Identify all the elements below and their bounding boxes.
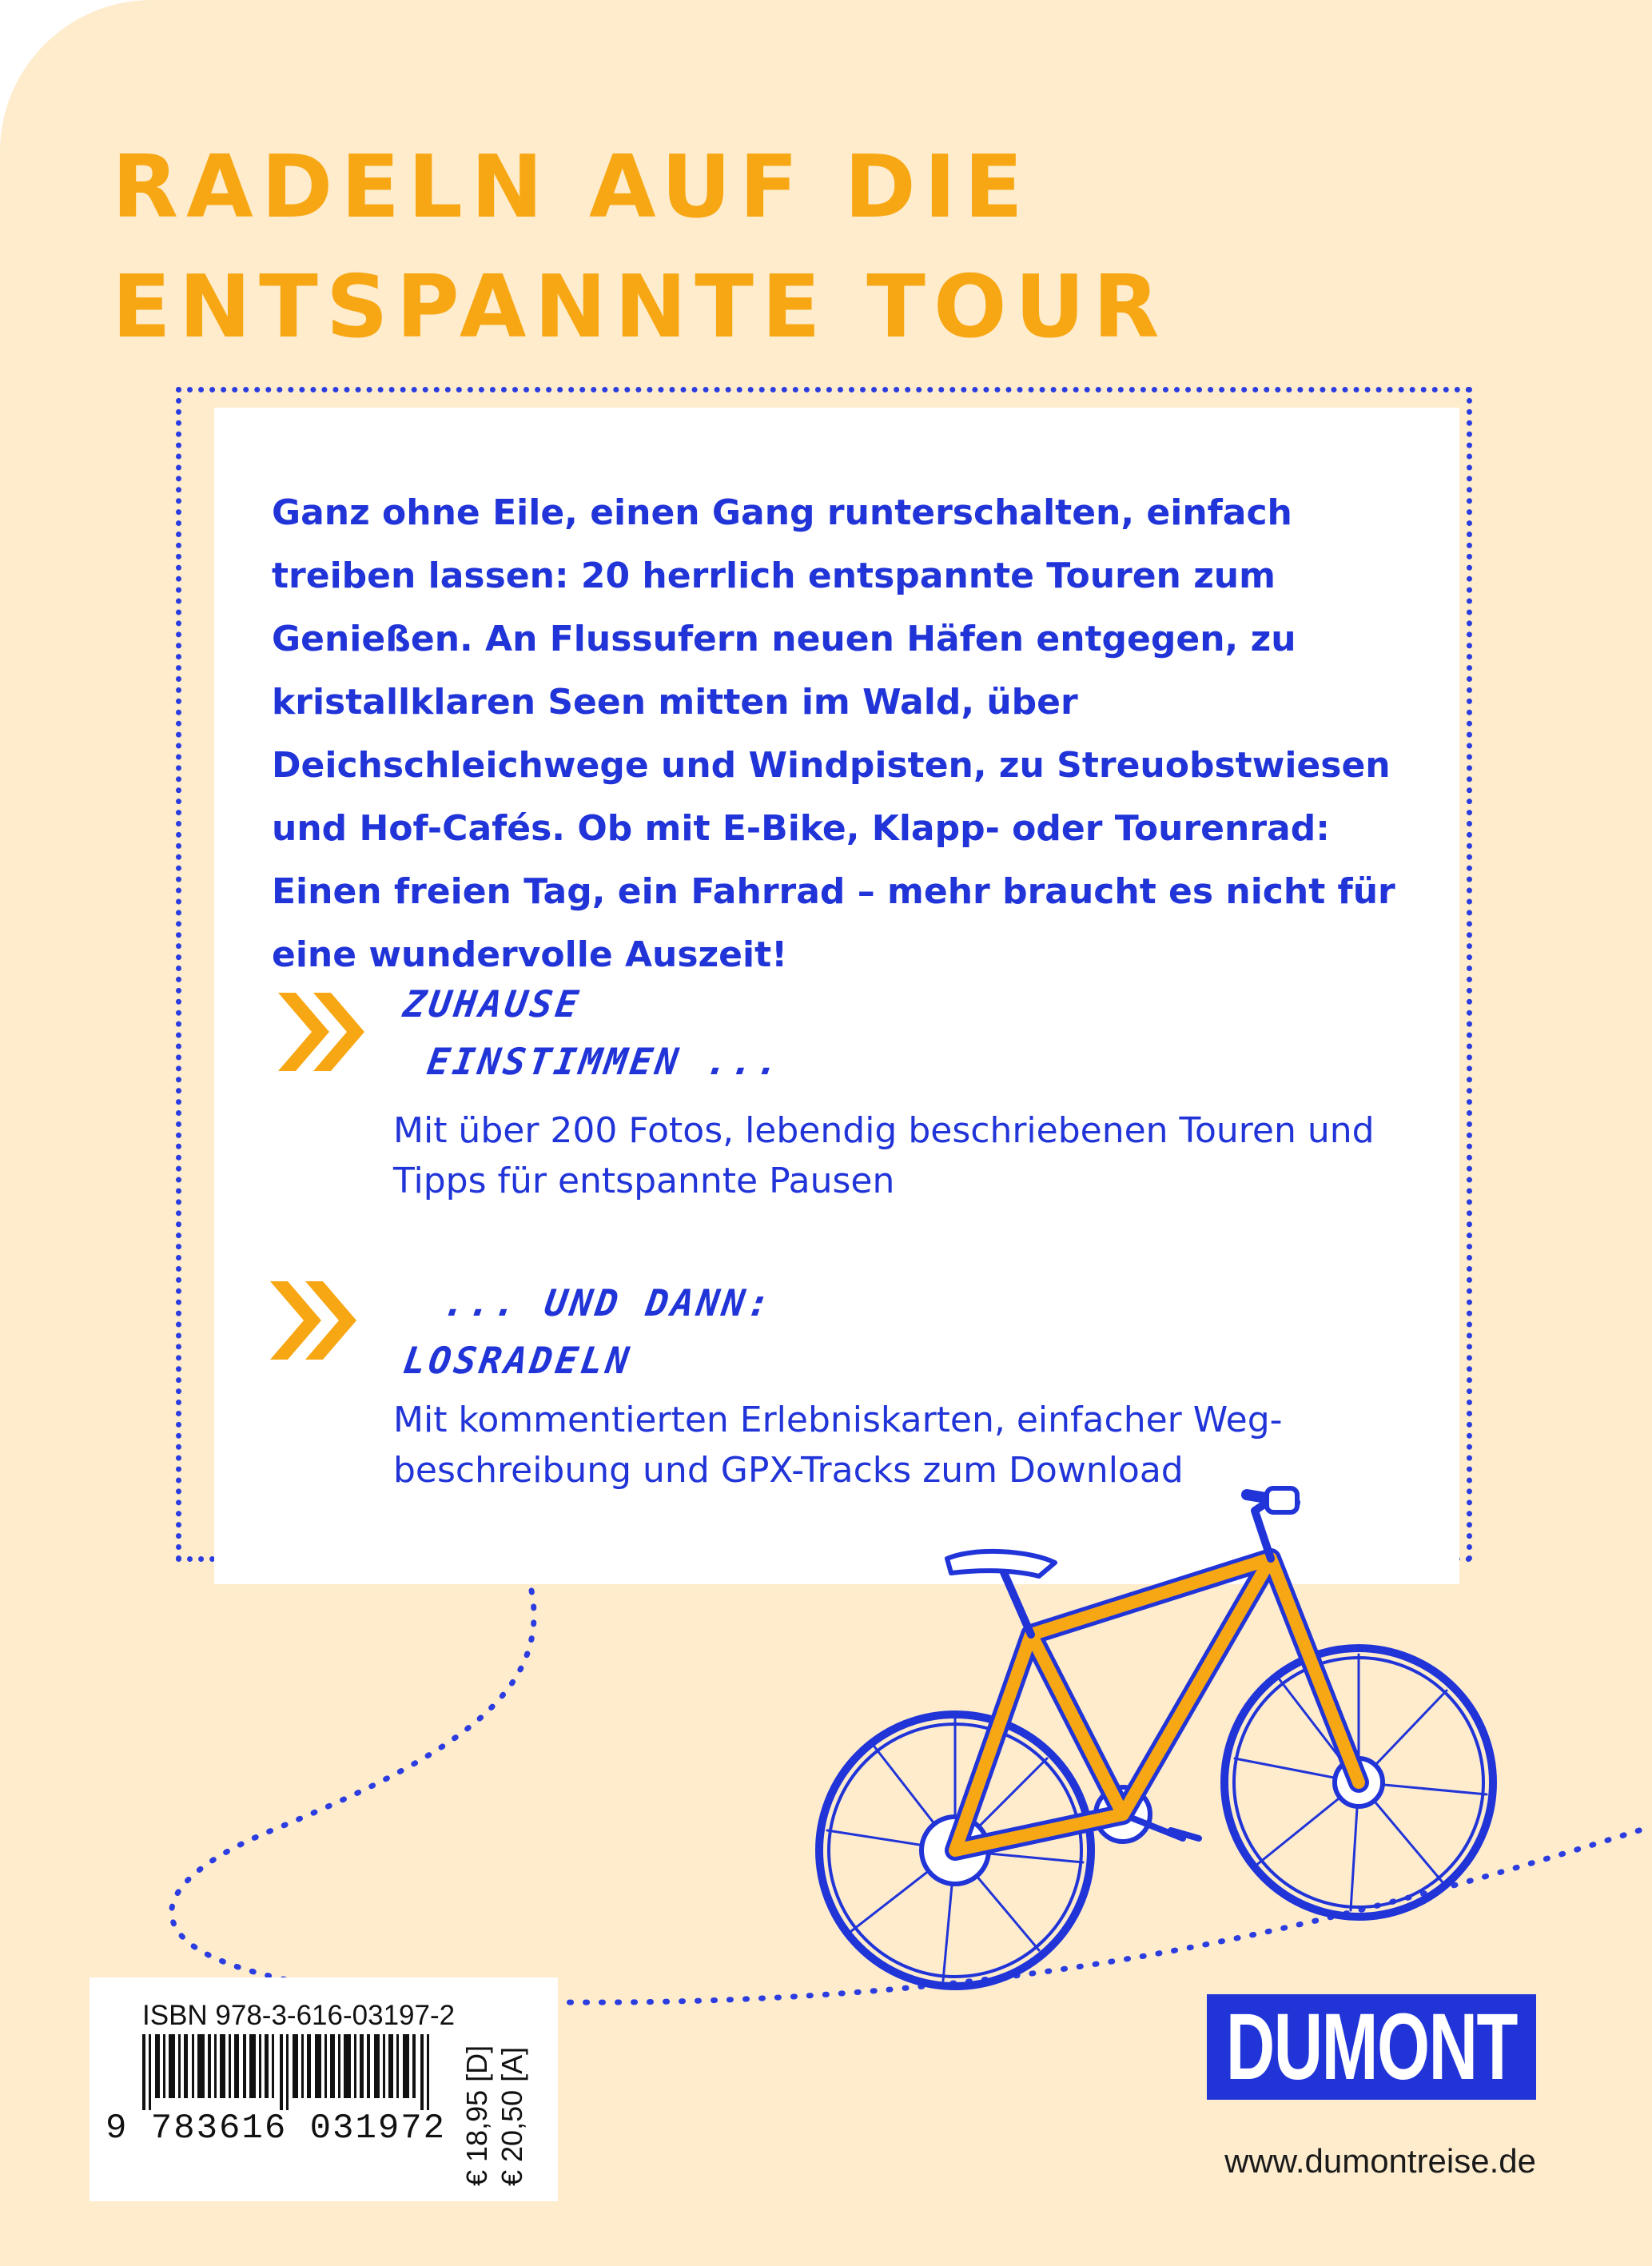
section-title-line-1: ... UND DANN: (440, 1281, 776, 1324)
dumont-logo (1207, 1994, 1536, 2100)
section-text-einstimmen: Mit über 200 Fotos, lebendig beschriebenen Touren und Tipps für entspannte Pausen (393, 1110, 1375, 1201)
intro-text: Ganz ohne Eile, einen Gang runterschalten, einfach treiben lassen: 20 herrlich entspannte Touren zum Genießen. An Flussufern neuen Häfen entgegen, zu kristallklaren Seen mitten im Wald, über Deichschleichwege und Windpisten, zu Streuobstwiesen und Hof-Cafés. Ob mit E-Bike, Klapp- oder Tourenrad: Einen freien Tag, ein Fahrrad – mehr braucht es nicht für eine wundervolle Auszeit! (272, 492, 1395, 975)
barcode-digits: 9 783616 031972 (105, 2109, 447, 2149)
isbn-text: ISBN 978-3-616-03197-2 (142, 2000, 456, 2031)
publisher-website[interactable]: www.dumontreise.de (1224, 2142, 1536, 2180)
section-title-line-2: EINSTIMMEN ... (424, 1040, 786, 1083)
bicycle-icon (819, 1648, 1493, 1986)
headline-line-1: RADELN AUF DIE (112, 137, 1031, 237)
section-title-line-1: ZUHAUSE (400, 982, 584, 1025)
price-at: € 20,50 [A] (496, 2046, 528, 2186)
price-de: € 18,95 [D] (460, 2045, 493, 2186)
section-title-line-2: LOSRADELN (400, 1339, 635, 1382)
logo-text: DUMONT (1225, 1994, 1518, 2100)
section-text-losradeln: Mit kommentierten Erlebniskarten, einfacher Weg-beschreibung und GPX-Tracks zum Download (393, 1400, 1283, 1491)
barcode-icon (142, 2034, 446, 2110)
price-block (460, 1994, 531, 2186)
headline-line-2: ENTSPANNTE TOUR (112, 257, 1168, 357)
